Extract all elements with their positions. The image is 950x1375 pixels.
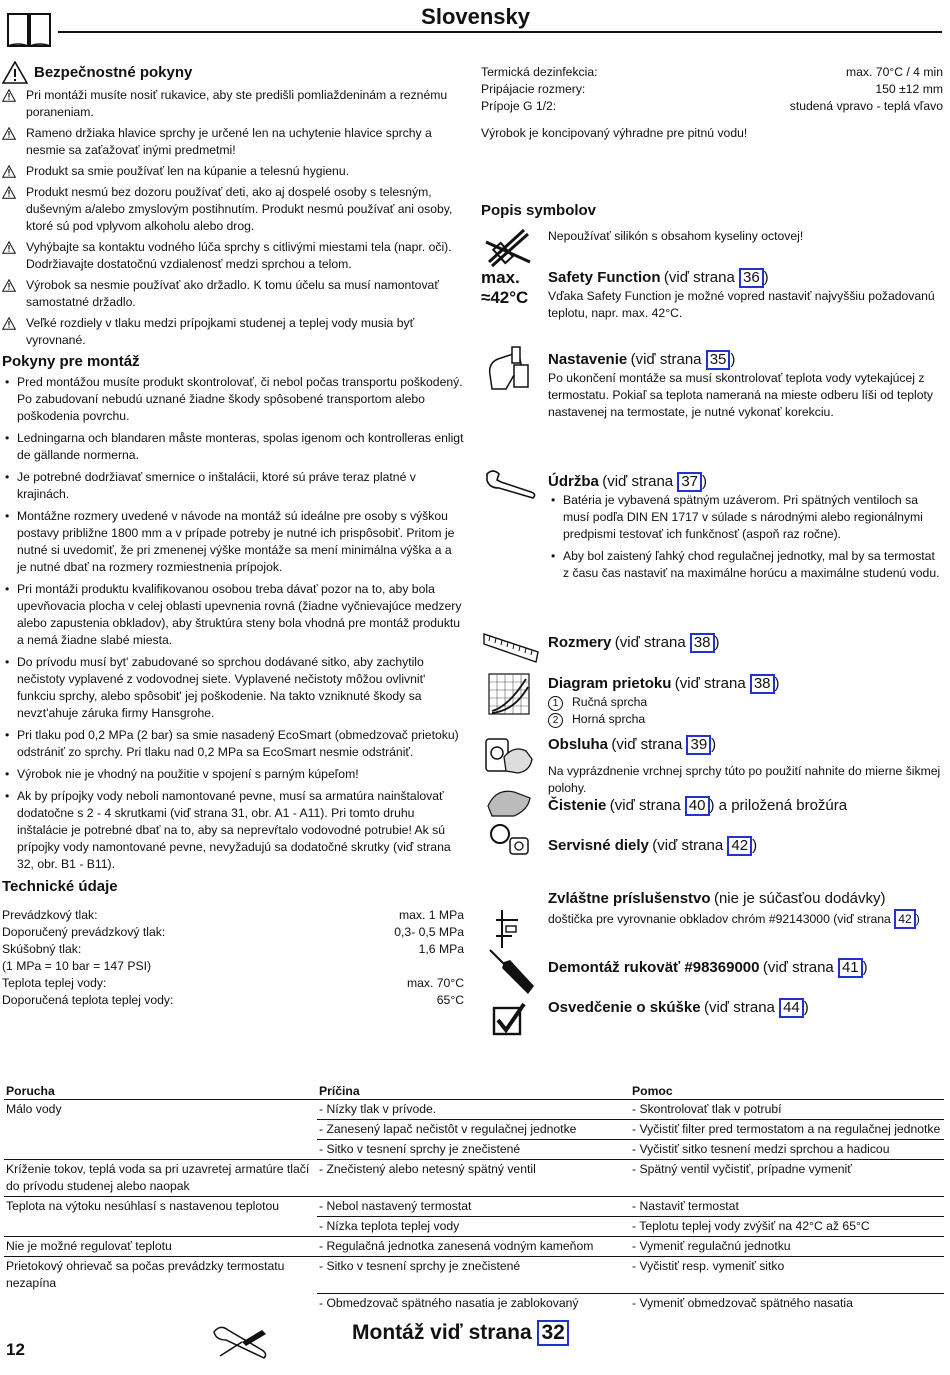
dimensions-ref: (viď strana (614, 634, 686, 651)
setting-ref: (viď strana (630, 351, 702, 368)
tile-plate-icon (492, 908, 522, 950)
warning-icon (2, 127, 16, 140)
mounting-item: • Pred montážou musíte produkt skontrolovať, či nebol počas transportu poškodený. Po zabudovaní nebudú uznané žiadne škody spôsobené transportom alebo poškodenia povrchu. (2, 374, 464, 425)
operation-title: Obsluha (548, 736, 609, 753)
table-row (4, 1100, 944, 1120)
table-row (4, 1197, 944, 1217)
mounting-item: • Výrobok nie je vhodný na použitie v spojení s parným kúpeľom! (2, 766, 464, 783)
tech-label: Doporučená teplota teplej vody: (2, 993, 174, 1007)
tech-label: Teplota teplej vody: (2, 976, 107, 990)
page-link-38b[interactable]: 38 (750, 674, 775, 694)
setting-text: Po ukončení montáže sa musí skontrolovať teplota vody vytekajúcej z termostatu. Pokiaľ sa teplota nameraná na mieste odberu líši od teploty nastavenej na termostate, je nutné vykonať korekciu. (548, 371, 933, 419)
page-link-42b[interactable]: 42 (894, 909, 916, 929)
thermometer-hand-icon (484, 345, 532, 393)
fault-cause: - Nebol nastavený termostat (317, 1197, 630, 1217)
fault-remedy: - Spätný ventil vyčistiť, prípadne vymeniť (630, 1160, 944, 1197)
fault-remedy: - Teplotu teplej vody zvýšiť na 42°C až 65°C (630, 1217, 944, 1237)
tech-label: Prevádzkový tlak: (2, 908, 98, 922)
dimensions-title: Rozmery (548, 634, 612, 651)
page-link-37[interactable]: 37 (677, 472, 702, 492)
fault-problem (4, 1120, 317, 1140)
table-row (4, 1293, 944, 1313)
maintenance-item: • Batéria je vybavená spätným uzáverom. Pri spätných ventiloch sa musí podľa DIN EN 1717 v súlade s národnými alebo regionálnymi predpismi testovať ich funkčnosť (aspoň raz ročne). (548, 492, 943, 543)
safety-item-text: Pri montáži musíte nosiť rukavice, aby ste predišli pomliaždeninám a reznému poraneniam. (26, 88, 448, 119)
table-row (4, 1257, 944, 1294)
circled-number: 2 (548, 713, 563, 728)
fault-problem: Prietokový ohrievač sa počas prevádzky termostatu nezapína (4, 1257, 317, 1294)
fault-header-problem: Porucha (4, 1083, 317, 1100)
warning-icon (2, 165, 16, 178)
cleaning-section (548, 796, 847, 816)
page-link-41[interactable]: 41 (838, 958, 863, 978)
safety-function-section: Safety Function (viď strana 36 ) Vďaka Safety Function je možné vopred nastaviť najvyššiu požadovanú teplotu, napr. max. 42°C. (548, 268, 943, 322)
safety-item-text: Výrobok sa nesmie používať ako držadlo. K tomu účelu sa musí namontovať samostatné držadlo. (26, 278, 439, 309)
table-row (4, 1237, 944, 1257)
safety-item (2, 277, 464, 311)
tech-value: max. 1 MPa (398, 908, 464, 922)
silicone-text: Nepoužívať silikón s obsahom kyseliny octovej! (548, 229, 804, 243)
dimensions-section: Rozmery (viď strana 38 ) (548, 634, 720, 651)
flow-diagram-ref: (viď strana (674, 675, 746, 692)
table-row (4, 1140, 944, 1160)
warning-icon (2, 241, 16, 254)
technical-data-right (481, 64, 943, 115)
mounting-item: • Je potrebné dodržiavať smernice o inštalácii, ktoré sú práve teraz platné v krajinách. (2, 469, 464, 503)
max-temp-label: ≈42°C (481, 288, 529, 307)
wrench-icon (483, 468, 537, 500)
fault-table (4, 1083, 944, 1313)
setting-section: Nastavenie (viď strana 35 ) Po ukončení montáže sa musí skontrolovať teplota vody vytekajúcej z termostatu. Pokiaľ sa teplota nameraná na mieste odberu líši od teploty nastavenej na termostate, je nutné vykonať korekciu. (548, 350, 943, 421)
tech-label: Doporučený prevádzkový tlak: (2, 925, 166, 939)
table-row (4, 1217, 944, 1237)
flow-legend-item (548, 694, 780, 711)
fault-cause: - Sitko v tesnení sprchy je znečistené (317, 1140, 630, 1160)
page-link-39[interactable]: 39 (686, 735, 711, 755)
fault-problem: Teplota na výtoku nesúhlasí s nastavenou teplotou (4, 1197, 317, 1217)
fault-problem: Kríženie tokov, teplá voda sa pri uzavretej armatúre tlačí do prívodu studenej alebo naopak (4, 1160, 317, 1197)
mounting-item: • Ak by prípojky vody neboli namontované pevne, musí sa armatúra nainštalovať dodatočne s 2 - 4 skrutkami (viď strana 31, obr. A1 - A11). Pri tomto druhu inštalácie je potrebné dbať na to, aby sa neprevŕtalo vodovodné potrubie! Ak sú prípojky vody namontované pevne, nevyžadujú sa dodatočné skrutky (viď strana 32, obr. B1 - B11). (2, 788, 464, 873)
flow-legend-label: Horná sprcha (572, 712, 646, 726)
accessory-ref: (nie je súčasťou dodávky) (713, 890, 886, 907)
dismantling-section: Demontáž rukoväť #98369000 (viď strana 41 ) (548, 959, 868, 976)
ruler-icon (482, 632, 540, 672)
fault-problem (4, 1140, 317, 1160)
tech-value: 1,6 MPa (418, 942, 464, 956)
mounting-item: • Ledningarna och blandaren måste monteras, spolas igenom och kontrolleras enligt de gällande normerna. (2, 430, 464, 464)
tech-value: max. 70°C (406, 976, 464, 990)
maintenance-list (548, 492, 943, 582)
fault-cause: - Regulačná jednotka zanesená vodným kameňom (317, 1237, 630, 1257)
left-column (2, 64, 464, 1009)
warning-icon (2, 186, 16, 199)
max-label: max. (481, 268, 520, 287)
tech-row (481, 98, 943, 115)
silicone-gun-icon (484, 222, 534, 268)
fault-problem (4, 1217, 317, 1237)
operation-ref: (viď strana (611, 736, 683, 753)
page-number: 12 (6, 1340, 25, 1359)
mounting-title: Pokyny pre montáž (2, 353, 140, 370)
fault-header-remedy: Pomoc (630, 1083, 944, 1100)
fault-cause: - Znečistený alebo netesný spätný ventil (317, 1160, 630, 1197)
table-row (4, 1120, 944, 1140)
certificate-ref: (viď strana (703, 999, 775, 1016)
fault-remedy: - Vyčistiť filter pred termostatom a na regulačnej jednotke (630, 1120, 944, 1140)
page-link-36[interactable]: 36 (739, 268, 764, 288)
safety-item-text: Veľké rozdiely v tlaku medzi prípojkami studenej a teplej vody musia byť vyrovnané. (26, 316, 415, 347)
page-link-38[interactable]: 38 (690, 633, 715, 653)
certificate-section: Osvedčenie o skúške (viď strana 44 ) (548, 999, 809, 1016)
safety-item-text: Produkt nesmú bez dozoru používať deti, ako aj dospelé osoby s telesným, duševným a/alebo zmyslovým postihnutím. Produkt nesmú používať ani osoby, ktoré sú pod vplyvom alkoholu alebo drog. (26, 185, 453, 233)
page-link-32[interactable]: 32 (537, 1320, 568, 1346)
tech-label: (1 MPa = 10 bar = 147 PSI) (2, 959, 152, 973)
fault-remedy: - Skontrolovať tlak v potrubí (630, 1100, 944, 1120)
dismantling-title: Demontáž rukoväť #98369000 (548, 959, 760, 976)
fault-remedy: - Vymeniť regulačnú jednotku (630, 1237, 944, 1257)
fault-header-cause: Príčina (317, 1083, 630, 1100)
safety-item-text: Produkt sa smie používať len na kúpanie a telesnú hygienu. (26, 164, 350, 178)
spare-parts-ref: (viď strana (652, 837, 724, 854)
accessory-section (548, 890, 943, 929)
technical-title: Technické údaje (2, 878, 118, 895)
page-link-44[interactable]: 44 (779, 998, 804, 1018)
fault-cause: - Nízky tlak v prívode. (317, 1100, 630, 1120)
setting-title: Nastavenie (548, 351, 628, 368)
fault-remedy: - Vyčistiť resp. vymeniť sitko (630, 1257, 944, 1294)
tech-row (2, 941, 464, 958)
spare-parts-icon (488, 820, 534, 862)
fault-remedy: - Vymeniť obmedzovač spätného nasatia (630, 1293, 944, 1313)
fault-cause: - Sitko v tesnení sprchy je znečistené (317, 1257, 630, 1294)
maintenance-title: Údržba (548, 473, 599, 490)
tech-value: max. 70°C / 4 min (846, 65, 943, 79)
safety-item (2, 163, 464, 180)
cleaning-title: Čistenie (548, 797, 607, 814)
tech-row (2, 924, 464, 941)
warning-icon (2, 279, 16, 292)
cleaning-ref: (viď strana (609, 797, 681, 814)
flow-legend-label: Ručná sprcha (572, 695, 648, 709)
maintenance-ref: (viď strana (602, 473, 674, 490)
fault-cause: - Nízka teplota teplej vody (317, 1217, 630, 1237)
flow-diagram-title: Diagram prietoku (548, 675, 672, 692)
accessory-text: doštička pre vyrovnanie obkladov chróm #92143000 (viď strana 42 ) (548, 909, 943, 929)
mount-reference (352, 1320, 569, 1346)
cleaning-sponge-icon (484, 786, 534, 820)
safety-function-ref: (viď strana (663, 269, 735, 286)
flow-legend (548, 694, 780, 728)
flow-diagram-icon (488, 673, 530, 715)
safety-item (2, 184, 464, 235)
drinking-water-note: Výrobok je koncipovaný výhradne pre pitnú vodu! (481, 126, 748, 140)
operation-section: Obsluha (viď strana 39 ) Na vyprázdnenie vrchnej sprchy túto po použití nahnite do mierne šikmej polohy. (548, 735, 943, 797)
safety-item-text: Rameno držiaka hlavice sprchy je určené len na uchytenie hlavice sprchy a nesmie sa zaťažovať inými predmetmi! (26, 126, 432, 157)
warning-icon (2, 89, 16, 102)
safety-function-text: Vďaka Safety Function je možné vopred nastaviť najvyššiu požadovanú teplotu, napr. max. 42°C. (548, 289, 935, 320)
checkbox-check-icon (492, 1002, 526, 1036)
safety-item-text: Vyhýbajte sa kontaktu vodného lúča sprchy s citlivými miestami tela (napr. oči). Dodržiavajte dostatočnú vzdialenosť medzi sprchou a telom. (26, 240, 452, 271)
tech-row (2, 907, 464, 924)
spare-parts-section: Servisné diely (viď strana 42 ) (548, 837, 758, 854)
safety-function-title: Safety Function (548, 269, 661, 286)
accessory-title: Zvláštne príslušenstvo (548, 890, 711, 907)
tools-icon (212, 1322, 270, 1360)
mounting-list (2, 374, 464, 873)
operation-hand-icon (484, 735, 534, 777)
header-rule (58, 31, 942, 33)
maintenance-item: • Aby bol zaistený ľahký chod regulačnej jednotky, mal by sa termostat z času čas nastaviť na maximálne horúcu a maximálne studenú vodu. (548, 548, 943, 582)
fault-problem: Nie je možné regulovať teplotu (4, 1237, 317, 1257)
tech-value: 0,3- 0,5 MPa (394, 925, 464, 939)
fault-remedy: - Nastaviť termostat (630, 1197, 944, 1217)
tech-value: 65°C (436, 993, 464, 1007)
tech-value: 150 ±12 mm (875, 82, 943, 96)
certificate-title: Osvedčenie o skúške (548, 999, 701, 1016)
warning-icon (2, 317, 16, 330)
symbols-title: Popis symbolov (481, 202, 597, 219)
warning-icon (2, 61, 28, 84)
fault-cause: - Obmedzovač spätného nasatia je zablokovaný (317, 1293, 630, 1313)
screwdriver-icon (488, 948, 538, 998)
flow-legend-item (548, 711, 780, 728)
mounting-item: • Pri montáži produktu kvalifikovanou osobou treba dávať pozor na to, aby bola upevňovacia plocha v celej oblasti upevnenia rovná (žiadne vyčnievajúce medzery alebo zapustenia obkladov), aby štruktúra steny bola vhodná pre montáž produktu a nemá žiadne slabé miesta. (2, 581, 464, 649)
accessory-desc: doštička pre vyrovnanie obkladov chróm #92143000 (viď strana (548, 912, 891, 926)
fault-remedy: - Vyčistiť sitko tesnení medzi sprchou a hadicou (630, 1140, 944, 1160)
maintenance-section: Údržba (viď strana 37 ) • Batéria je vybavená spätným uzáverom. Pri spätných ventiloch sa musí podľa DIN EN 1717 v súlade s národnými alebo regionálnymi predpismi testovať ich funkčnosť (aspoň raz ročne). • Aby bol zaistený ľahký chod regulačnej jednotky, mal by sa termostat z času čas nastaviť na maximálne horúcu a maximálne studenú vodu. (548, 472, 943, 587)
spare-parts-title: Servisné diely (548, 837, 649, 854)
tech-row (2, 992, 464, 1009)
tech-label: Pripájacie rozmery: (481, 82, 586, 96)
tech-label: Prípoje G 1/2: (481, 99, 557, 113)
cleaning-brochure: ) a priložená brožúra (709, 797, 848, 814)
tech-label: Skúšobný tlak: (2, 942, 82, 956)
right-column-top (481, 64, 943, 142)
tech-row (2, 975, 464, 992)
tech-row (481, 81, 943, 98)
safety-item (2, 87, 464, 121)
safety-title: Bezpečnostné pokyny (2, 64, 464, 81)
tech-row (2, 958, 464, 975)
mounting-item: • Do prívodu musí byt' zabudované so sprchou dodávané sitko, aby zachytilo nečistoty vyplavené z vodovodnej siete. Vyplavené nečistoty môžou ovlivnit' funkciu sprchy, alebo spôsobit' jej poškodenie. Na takto vzniknuté škody sa nevzt'ahuje záruka firmy Hansgrohe. (2, 654, 464, 722)
mount-label: Montáž viď strana (352, 1321, 532, 1344)
flow-diagram-section: Diagram prietoku (viď strana 38 ) 1 Ručná sprcha 2 Horná sprcha (548, 675, 780, 726)
dismantling-ref: (viď strana (762, 959, 834, 976)
safety-list (2, 87, 464, 349)
tech-value: studená vpravo - teplá vľavo (789, 99, 943, 113)
book-icon (6, 8, 52, 48)
page-language-title: Slovensky (421, 4, 530, 29)
table-row (4, 1160, 944, 1197)
mounting-item: • Pri tlaku pod 0,2 MPa (2 bar) sa smie nasadený EcoSmart (obmedzovač prietoku) odstrániť zo sprchy. Pri tlaku nad 0,2 MPa sa EcoSmart nesmie odstrániť. (2, 727, 464, 761)
tech-row (481, 64, 943, 81)
fault-problem: Málo vody (4, 1100, 317, 1120)
mounting-item: • Montážne rozmery uvedené v návode na montáž sú ideálne pre osoby s výškou postavy približne 1800 mm a v prípade potreby je nutné ich prispôsobiť. Pritom je nutné si uvedomiť, že pri zmenenej výške montáže sa mení minimálna výška a a je nutné dbať na rozmery rozmiestnenia prípojok. (2, 508, 464, 576)
tech-label: Termická dezinfekcia: (481, 65, 598, 79)
fault-problem (4, 1293, 317, 1313)
page-link-42[interactable]: 42 (727, 836, 752, 856)
page-link-40[interactable]: 40 (685, 796, 710, 816)
fault-cause: - Zanesený lapač nečistôt v regulačnej jednotke (317, 1120, 630, 1140)
page-link-35[interactable]: 35 (706, 350, 731, 370)
operation-text: Na vyprázdnenie vrchnej sprchy túto po použití nahnite do mierne šikmej polohy. (548, 764, 941, 795)
safety-item (2, 239, 464, 273)
technical-data-table (2, 907, 464, 1009)
circled-number: 1 (548, 696, 563, 711)
safety-item (2, 125, 464, 159)
safety-item (2, 315, 464, 349)
